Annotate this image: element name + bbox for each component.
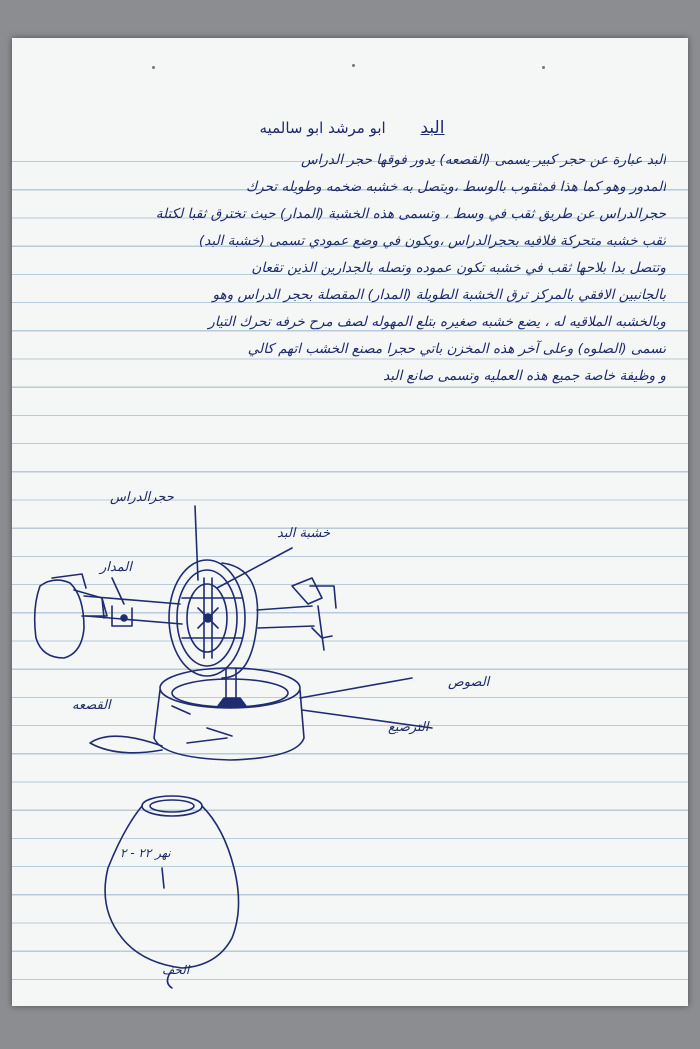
olive-press-sketch — [12, 38, 688, 1006]
label-base-left: القصعه — [72, 698, 111, 713]
label-base-right: الصوص — [448, 675, 490, 690]
label-jar-note: نهر ٢٢ - ٢ — [120, 846, 171, 860]
jar-mouth — [142, 796, 202, 816]
body-line: بالجانبين الافقي بالمركز ترق الخشبة الطويلة (المدار) المقصلة بحجر الدراس وهو — [212, 287, 666, 303]
body-line: وتتصل بدا بلاحها ثقب في خشبه تكون عموده وتصله بالجدارين الذين تقعان — [251, 260, 666, 276]
stone-pointer-line — [195, 506, 198, 580]
label-lever: المدار — [100, 560, 132, 575]
jar-body — [105, 806, 238, 968]
notebook-page — [12, 38, 688, 1006]
lever-pointer-line — [112, 578, 124, 604]
body-line: تسمى (الصلوه) وعلى آخر هذه المخزن باتي حجرا مصنع الخشب اتهم كالي — [247, 341, 666, 357]
label-stone: حجرالدراس — [110, 490, 174, 505]
body-line: ثقب خشبه متحركة فلافيه بحجرالدراس ،ويكون في وضع عمودي تسمى (خشبة البد) — [198, 233, 666, 249]
shaft-pointer-line — [217, 548, 292, 588]
body-line: المدور وهو كما هذا فمثقوب بالوسط ،ويتصل به خشبه ضخمه وطويله تحرك — [245, 179, 666, 195]
title-text: البد — [420, 118, 445, 138]
body-line: البد عبارة عن حجر كبير يسمى (القصعه) يدور فوقها حجر الدراس — [301, 152, 666, 168]
body-line: حجرالدراس عن طريق ثقب في وسط ، وتسمى هذه الخشبة (المدار) حيث تخترق ثقبا لكتلة — [155, 206, 666, 222]
label-pipe: الترصيع — [388, 720, 429, 735]
author-text: ابو مرشد ابو سالميه — [259, 119, 386, 137]
left-handle — [35, 580, 84, 658]
label-bottom-scribble: الخف — [162, 963, 190, 977]
label-shaft: خشبة البد — [277, 526, 330, 541]
body-line: وبالخشبه الملاقيه له ، يضع خشبه صغيره بتلع المهوله لصف مرح خرفه تحرك التيار — [208, 314, 666, 330]
body-line: و وظيفة خاصة جميع هذه العمليه وتسمى صانع البد — [383, 368, 666, 384]
